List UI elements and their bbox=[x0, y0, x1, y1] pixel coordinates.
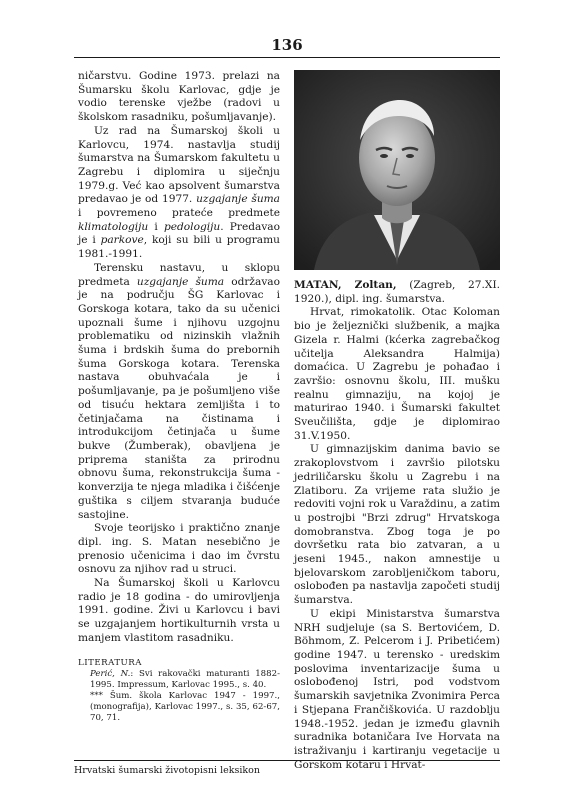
portrait-image bbox=[294, 70, 500, 270]
paragraph-text: i povremeno prateće predmete bbox=[78, 207, 280, 220]
paragraph-text: Terensku nastavu, u sklopu predmeta bbox=[78, 261, 280, 288]
portrait-photo bbox=[294, 70, 500, 270]
paragraph: Svoje teorijsko i praktično znanje dipl. ing. S. Matan nesebično je prenosio učenicima i dao im čvrstu osnovu za njihov rad u struci. bbox=[78, 522, 280, 576]
paragraph: Hrvat, rimokatolik. Otac Koloman bio je željeznički službenik, a majka Gizela r. Halmi (kćerka zagrebačkog učitelja Aleksandra Halmija) domaćica. U Zagrebu je pohađao i završio: osnovnu školu, III. mušku realnu gimnaziju, na kojoj je maturirao 1940. i Šumarski fakultet Sveučilišta, gdje je diplomirao 31.V.1950. bbox=[294, 306, 500, 442]
literature-title: LITERATURA bbox=[78, 657, 142, 668]
literature-section bbox=[78, 658, 280, 724]
entry-intro: (Zagreb, 27.XI. 1920.), dipl. ing. šumarstva. bbox=[294, 279, 500, 305]
paragraph: Na Šumarskoj školi u Karlovcu radio je 18 godina - do umirovljenja 1991. godine. Živi u Karlovcu i bavi se uzgajanjem hortikulturnih vrsta u manjem vlastitom rasadniku. bbox=[78, 577, 280, 644]
paragraph bbox=[78, 125, 280, 262]
paragraph: U gimnazijskim danima bavio se zrakoplovstvom i završio pilotsku jedriličarsku školu u Zagrebu i na Zlatiboru. Za vrijeme rata služio je redoviti vojni rok u Varaždinu, a zatim u postrojbi "Brzi zdrug" Hrvatskoga domobranstva. Zbog toga je po dovršetku rata bio zatvaran, a u jeseni 1945., nakon amnestije u bjelovarskom zarobljeničkom taboru, oslobođen pa nastavlja započeti studij šumarstva. bbox=[294, 443, 500, 607]
footer-rule bbox=[74, 760, 500, 761]
paragraph bbox=[78, 262, 280, 522]
literature-item bbox=[78, 669, 280, 691]
paragraph-text: Uz rad na Šumarskoj školi u Karlovcu, 1974. nastavlja studij šumarstva na Šumarskom fakultetu u Zagrebu i diplomira u siječnju 1979.g. Već kao apsolvent šumarstva predavao je od 1977. bbox=[78, 124, 280, 206]
footer-title: Hrvatski šumarski životopisni leksikon bbox=[74, 765, 261, 776]
subject-uzgajanje: uzgajanje šuma bbox=[136, 275, 225, 288]
paragraph-text: održavao je na području ŠG Karlovac i Gorskoga kotara, tako da su učenici upoznali šume i njihovu uzgojnu problematiku od nizinskih vlažnih šuma i brdskih šuma do prebornih šuma Gorskoga kotara. Terenska nastava obuhvaćala je i pošumljavanje, pa je pošumljeno više od tisuću hektara zemljišta i to četinjačama na čistinama i introdukcijom četinjača u šume bukve (Žumberak), obavljena je priprema staništa za prirodnu obnovu šuma, rekonstrukcija šuma - konverzija te njega mladika i čišćenje guštika s ciljem stvaranja buduće sastojine. bbox=[78, 275, 280, 521]
page-number: 136 bbox=[271, 36, 303, 54]
subject-parkovi: parkove bbox=[100, 234, 144, 247]
left-column bbox=[78, 70, 280, 724]
right-column bbox=[294, 70, 500, 772]
subject-klimatologija: klimatologiju bbox=[78, 220, 149, 233]
literature-text: : Svi rakovački maturanti 1882-1995. Impressum, Karlovac 1995., s. 40. bbox=[90, 668, 280, 690]
entry-name: MATAN, Zoltan, bbox=[294, 279, 397, 291]
paragraph-text: , koji su bili u programu 1981.-1991. bbox=[78, 234, 280, 261]
paragraph: U ekipi Ministarstva šumarstva NRH sudjeluje (sa S. Bertovićem, D. Böhmom, Z. Pelcerom i J. Pribetićem) godine 1947. u terensko - uredskim poslovima inventarizacije šuma u oslobođenoj Istri, pod vodstvom šumarskih savjetnika Zvonimira Perca i Stjepana Frančiškovića. U razdoblju 1948.-1952. jedan je između glavnih suradnika botaničara Ive Horvata na istraživanju i kartiranju vegetacije u Gorskom kotaru i Hrvat- bbox=[294, 607, 500, 771]
paragraph-text: i bbox=[148, 220, 164, 233]
paragraph-text: . Predavao je i bbox=[78, 220, 280, 247]
paragraph: ničarstvu. Godine 1973. prelazi na Šumarsku školu Karlovac, gdje je vodio terenske vježbe (radovi u školskom rasadniku, pošumljavanje). bbox=[78, 70, 280, 124]
literature-author: Perić, N. bbox=[90, 668, 131, 679]
subject-pedologija: pedologiju bbox=[163, 220, 221, 233]
literature-item: *** Šum. škola Karlovac 1947 - 1997., (monografija), Karlovac 1997., s. 35, 62-67, 70, 71. bbox=[90, 690, 280, 723]
entry-heading bbox=[294, 279, 500, 306]
subject-uzgajanje: uzgajanje šuma bbox=[196, 193, 280, 206]
header-rule bbox=[74, 57, 500, 58]
